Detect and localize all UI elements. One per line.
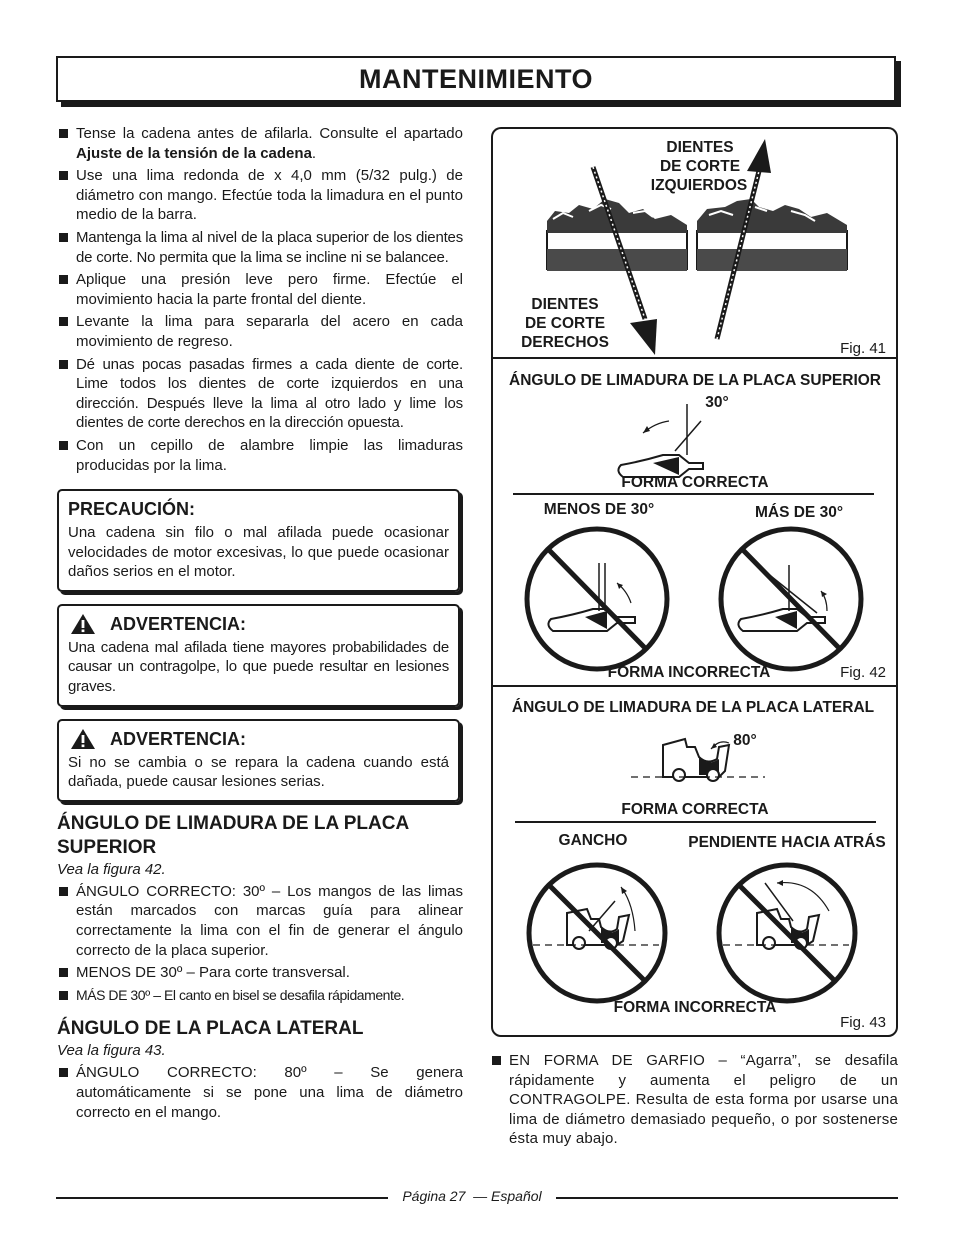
section-title: ÁNGULO DE LIMADURA DE LA PLACA SUPERIOR [57,812,409,858]
warning-title: ADVERTENCIA: [110,728,247,749]
list-item: EN FORMA DE GARFIO – “Agarra”, se desafila rápidamente y aumenta el peligro de un CONTRAGOLPE. Resulta de esta forma por usarse una lima de diámetro demasiado pequeño, o por sostenerse ésta muy abajo. [490,1051,898,1149]
figure-43-panel [491,685,898,1037]
prohibited-hook-drawing [529,865,665,1001]
list-item: Use una lima redonda de x 4,0 mm (5/32 pulg.) de diámetro con mango. Efectúe toda la limadura en el punto medio de la barra. [57,166,463,225]
side-plate-angle-illustration [493,687,896,1035]
page-number: Página 27 — Español [402,1188,542,1204]
warning-body: Si no se cambia o se repara la cadena cuando está dañada, puede causar lesiones serias. [68,753,449,791]
list-item: ÁNGULO CORRECTO: 30º – Los mangos de las limas están marcados con marcas guía para alinear correctamente la lima con el fin de generar el ángulo correcto de la placa superior. [57,882,463,960]
prohibited-more-than-drawing [721,529,861,669]
warning-title: ADVERTENCIA: [110,613,247,634]
list-item: Dé unas pocas pasadas firmes a cada diente de corte. Lime todos los dientes de corte izquierdos en una dirección. Después lleve la lima al otro lado y lime los dientes de corte derechos en la dirección opuesta. [57,355,463,433]
top-plate-angle-illustration [493,359,896,687]
less-than-label: MENOS DE 30° [543,501,655,518]
sharpening-steps-list [57,124,463,475]
incorrect-form-label: FORMA INCORRECTA [607,664,771,681]
right-teeth-label: DIENTES [531,296,599,313]
figure-caption: Fig. 42 [840,664,886,681]
section-title: ÁNGULO DE LA PLACA LATERAL [57,1018,364,1040]
figure-title: ÁNGULO DE LIMADURA DE LA PLACA SUPERIOR [509,372,881,389]
right-column-text [490,1051,898,1152]
left-teeth-label: DIENTES [666,139,734,156]
chain-right-segment [697,199,847,271]
warning-triangle-icon [70,728,96,750]
list-item: MENOS DE 30º – Para corte transversal. [57,963,463,983]
correct-form-label: FORMA CORRECTA [621,474,769,491]
angle-label: 30° [705,394,729,411]
svg-text:DERECHOS: DERECHOS [521,334,609,351]
svg-text:IZQUIERDOS: IZQUIERDOS [650,177,748,194]
warning-box-2 [57,719,460,802]
bold-reference: Ajuste de la tensión de la cadena [76,144,312,162]
correct-top-plate-drawing [618,404,703,477]
figure-42-panel [491,357,898,687]
footer-rule-right [556,1197,898,1199]
caution-box [57,489,460,592]
incorrect-form-label: FORMA INCORRECTA [613,999,777,1016]
figure-reference: Vea la figura 42. [57,860,166,878]
list-item: MÁS DE 30º – El canto en bisel se desafila rápidamente. [57,986,463,1006]
list-item: Tense la cadena antes de afilarla. Consulte el apartado Ajuste de la tensión de la cadena. [57,124,463,163]
more-than-label: MÁS DE 30° [754,504,844,521]
list-item: Aplique una presión leve pero firme. Efectúe el movimiento hacia la parte frontal del diente. [57,270,463,309]
correct-form-label: FORMA CORRECTA [621,801,769,818]
section-top-plate [57,812,463,1006]
figure-reference: Vea la figura 43. [57,1042,166,1060]
prohibited-backslope-drawing [719,865,855,1001]
svg-text:DE CORTE: DE CORTE [659,158,741,175]
warning-box-1 [57,604,460,707]
figure-caption: Fig. 41 [840,340,886,357]
prohibited-less-than-drawing [527,529,667,669]
page-footer [56,1186,898,1208]
list-item: Levante la lima para separarla del acero en cada movimiento de regreso. [57,312,463,351]
section-side-plate [57,1017,463,1122]
page-title: MANTENIMIENTO [359,64,593,94]
list-item: Con un cepillo de alambre limpie las limaduras producidas por la lima. [57,436,463,475]
warning-triangle-icon [70,613,96,635]
list-item: Mantenga la lima al nivel de la placa superior de los dientes de corte. No permita que la lima se incline ni se balancee. [57,228,463,267]
angle-label: 80° [733,732,757,749]
figure-41-panel [491,127,898,359]
hook-label: GANCHO [558,832,628,849]
page-header [56,56,896,102]
warning-body: Una cadena mal afilada tiene mayores probabilidades de causar un contragolpe, lo que puede resultar en lesiones graves. [68,638,449,696]
caution-body: Una cadena sin filo o mal afilada puede ocasionar velocidades de motor excesivas, lo que puede ocasionar daños serios en el motor. [68,524,449,581]
backslope-label: PENDIENTE HACIA ATRÁS [688,834,886,851]
caution-title: PRECAUCIÓN: [68,499,196,520]
svg-text:DE CORTE: DE CORTE [524,315,606,332]
figure-caption: Fig. 43 [840,1014,886,1031]
chain-teeth-illustration [493,129,896,359]
left-column [57,124,463,1125]
footer-rule-left [56,1197,388,1199]
list-item: ÁNGULO CORRECTO: 80º – Se genera automáticamente si se pone una lima de diámetro correcto en el mango. [57,1063,463,1122]
figure-title: ÁNGULO DE LIMADURA DE LA PLACA LATERAL [511,699,875,716]
